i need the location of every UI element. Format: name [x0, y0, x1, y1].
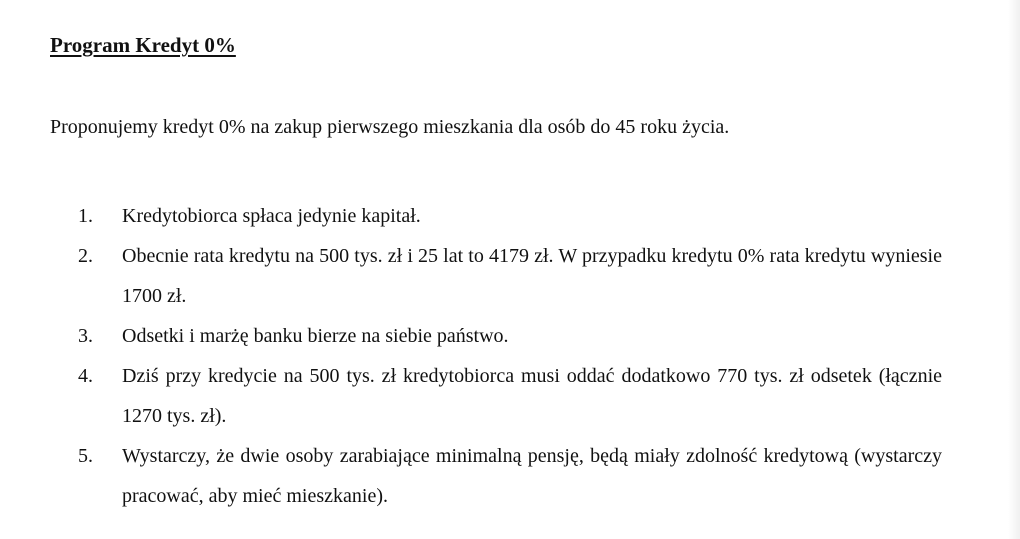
- list-item-number: 1.: [78, 205, 93, 227]
- list-item-text: Odsetki i marżę banku bierze na siebie państwo.: [122, 325, 509, 347]
- list-item: [78, 236, 942, 316]
- list-item-text: Obecnie rata kredytu na 500 tys. zł i 25 lat to 4179 zł. W przypadku kredytu 0% rata kredytu wyniesie 1700 zł.: [122, 245, 942, 307]
- list-item: [78, 316, 942, 356]
- document-title: Program Kredyt 0%: [50, 33, 236, 57]
- list-item: [78, 356, 942, 436]
- list-item-number: 4.: [78, 365, 93, 387]
- list-item-number: 3.: [78, 325, 93, 347]
- list-item: [78, 196, 942, 236]
- page-edge-shadow: [1008, 0, 1020, 539]
- list-item: [78, 436, 942, 516]
- numbered-list: [78, 196, 942, 516]
- list-item-text: Wystarczy, że dwie osoby zarabiające minimalną pensję, będą miały zdolność kredytową (wystarczy pracować, aby mieć mieszkanie).: [122, 445, 942, 507]
- list-item-text: Dziś przy kredycie na 500 tys. zł kredytobiorca musi oddać dodatkowo 770 tys. zł odsetek (łącznie 1270 tys. zł).: [122, 365, 942, 427]
- intro-paragraph: Proponujemy kredyt 0% na zakup pierwszego mieszkania dla osób do 45 roku życia.: [50, 116, 730, 138]
- list-item-text: Kredytobiorca spłaca jedynie kapitał.: [122, 205, 421, 227]
- list-item-number: 2.: [78, 245, 93, 267]
- list-item-number: 5.: [78, 445, 93, 467]
